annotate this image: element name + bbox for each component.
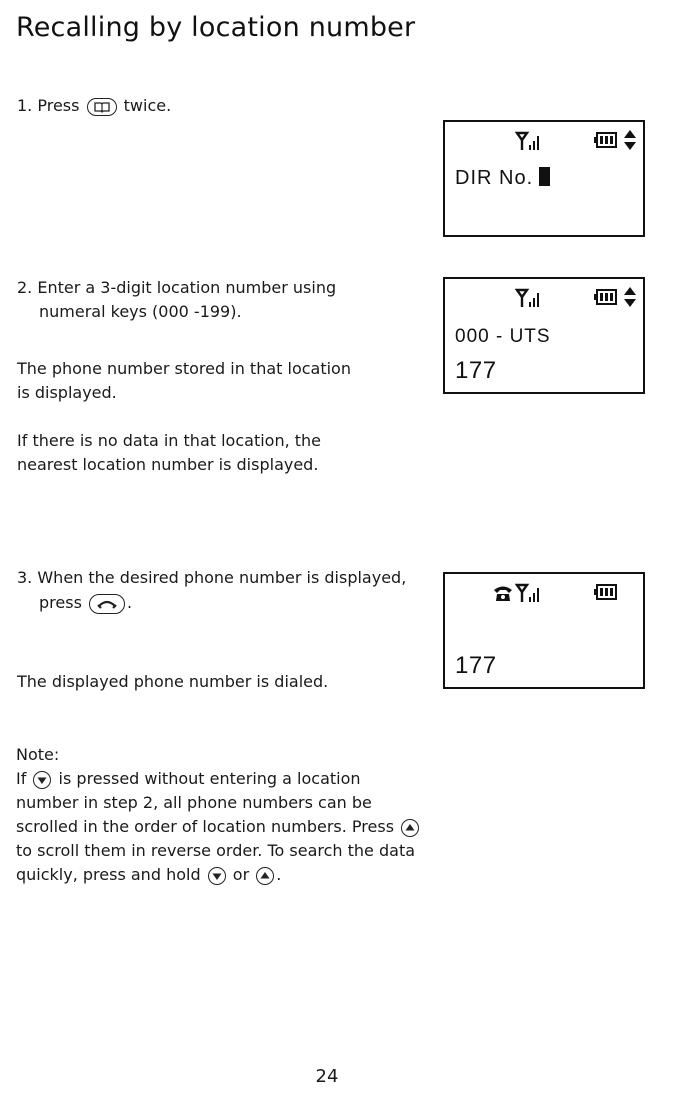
step-2-line-1: 2. Enter a 3-digit location number using [17, 278, 337, 297]
battery-icon [593, 289, 617, 305]
step-2-para-1-line-2: is displayed. [17, 383, 117, 402]
scroll-arrows-icon [623, 285, 637, 309]
note-heading: Note: [16, 745, 60, 764]
note-line-1 [16, 767, 361, 791]
screen-3-line-1: 177 [455, 652, 497, 679]
step-3-result: The displayed phone number is dialed. [17, 672, 329, 691]
screen-1-line: DIR No. [455, 167, 534, 189]
step-3-prefix: press [39, 593, 82, 612]
down-key-icon [33, 771, 51, 789]
step-3-line-2 [17, 591, 132, 615]
scroll-arrows-icon [623, 128, 637, 152]
cursor-block [539, 167, 550, 186]
screen-2-line-1: 000 - UTS [455, 326, 551, 347]
antenna-signal-icon [515, 130, 551, 152]
note-line-5 [16, 863, 281, 887]
send-key-icon [89, 594, 125, 614]
phonebook-key-icon [87, 98, 117, 116]
note-l5-b: or [232, 865, 250, 884]
lcd-screen-2 [443, 277, 645, 394]
note-line-2: number in step 2, all phone numbers can be [16, 793, 372, 812]
step-1-prefix: 1. Press [17, 96, 80, 115]
antenna-signal-icon [515, 582, 551, 604]
handset-icon [493, 584, 513, 602]
up-key-icon [256, 867, 274, 885]
antenna-signal-icon [515, 287, 551, 309]
note-l5-c: . [276, 865, 282, 884]
step-3-line-1: 3. When the desired phone number is displayed, [17, 568, 407, 587]
step-1 [17, 94, 171, 118]
step-1-suffix: twice. [123, 96, 172, 115]
battery-icon [593, 132, 617, 148]
up-key-icon [401, 819, 419, 837]
screen-2-line-2: 177 [455, 357, 497, 384]
note-l5-a: quickly, press and hold [16, 865, 201, 884]
page-title: Recalling by location number [16, 12, 416, 43]
down-key-icon [208, 867, 226, 885]
step-2-para-1-line-1: The phone number stored in that location [17, 359, 351, 378]
note-line-4: to scroll them in reverse order. To search the data [16, 841, 416, 860]
note-l3-a: scrolled in the order of location numbers. Press [16, 817, 395, 836]
note-l1-b: is pressed without entering a location [58, 769, 361, 788]
note-l1-a: If [16, 769, 27, 788]
step-2-para-2-line-2: nearest location number is displayed. [17, 455, 319, 474]
note-line-3 [16, 815, 421, 839]
step-2-para-2-line-1: If there is no data in that location, the [17, 431, 322, 450]
battery-icon [593, 584, 617, 600]
lcd-screen-3 [443, 572, 645, 689]
step-2-line-2: numeral keys (000 -199). [39, 302, 242, 321]
page-number: 24 [315, 1066, 339, 1087]
step-3-suffix: . [127, 593, 133, 612]
lcd-screen-1 [443, 120, 645, 237]
